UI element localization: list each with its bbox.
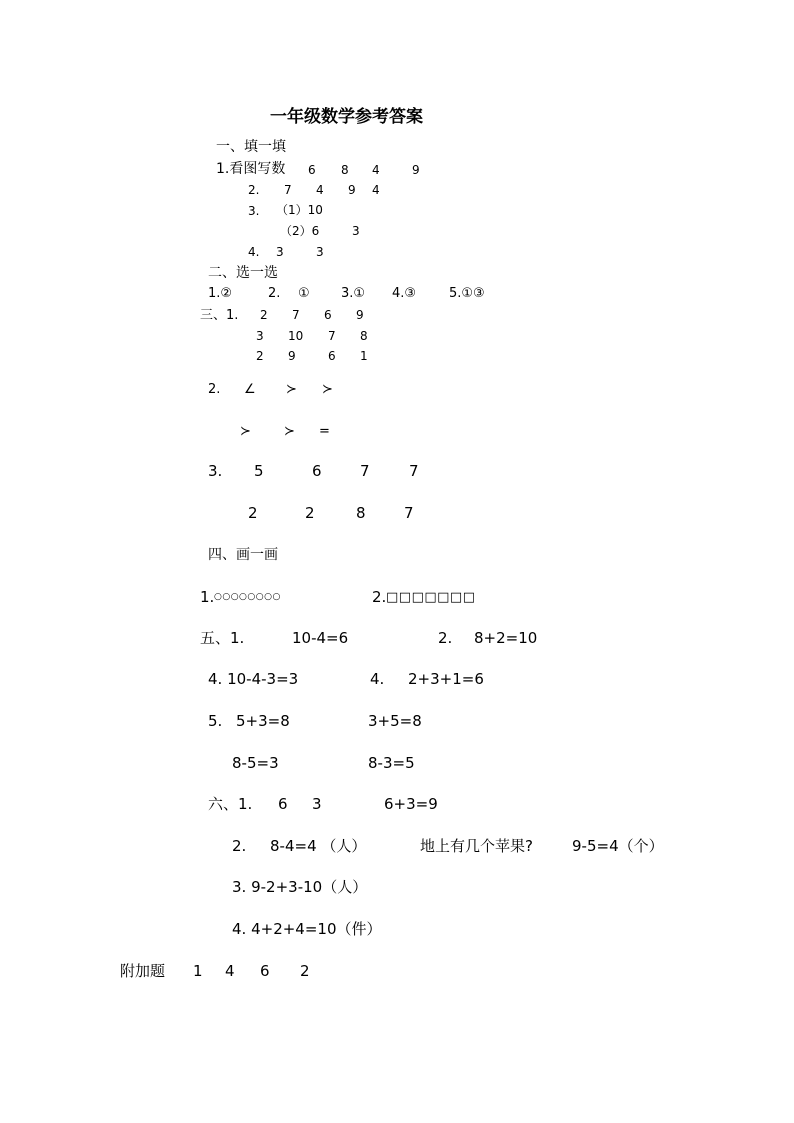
s5-q5-equation: 5+3=8 [236,712,290,730]
s3-q3-value: 7 [404,504,414,522]
s3-q3-label: 3. [208,462,223,480]
s6-q1-value: 3 [312,795,322,813]
s3-row2-value: 3 [256,329,264,343]
s2-item: 1.② [208,286,233,301]
s3-row1-value: 6 [324,308,332,322]
s2-item: 3.① [341,286,366,301]
s3-q2-symbol: ≻ [286,382,297,397]
s3-q2-symbol: ≻ [240,424,251,439]
s6-q2-question: 地上有几个苹果? [420,837,533,855]
s3-row3-value: 1 [360,349,368,363]
s3-q3-value: 7 [360,462,370,480]
s5-q4b-label: 4. [370,670,385,688]
s6-q4-equation: 4. 4+2+4=10（件） [232,920,382,938]
s5-q5-equation: 3+5=8 [368,712,422,730]
s5-q4b-equation: 2+3+1=6 [408,670,484,688]
extra-value: 6 [260,962,270,980]
s3-row1-value: 9 [356,308,364,322]
s1-q1-value: 4 [372,163,380,177]
s3-q3-value: 5 [254,462,264,480]
s4-q1-label: 1. [200,588,215,606]
s3-row1-value: 2 [260,308,268,322]
s3-q2-symbol: ≻ [284,424,295,439]
s6-q3-equation: 3. 9-2+3-10（人） [232,878,368,896]
s2-item: 5.①③ [449,286,485,301]
s3-q2-symbol: ∠ [244,382,256,397]
s2-item: ① [298,286,310,301]
s3-row2-value: 8 [360,329,368,343]
extra-value: 4 [225,962,235,980]
s1-q2-value: 7 [284,183,292,197]
s1-q1-value: 9 [412,163,420,177]
s3-q2-symbol: ≻ [322,382,333,397]
s5-q2-label: 2. [438,629,453,647]
s5-q1-equation: 10-4=6 [292,629,349,647]
s3-row3-value: 9 [288,349,296,363]
s3-q3-value: 7 [409,462,419,480]
s6-q1-equation: 6+3=9 [384,795,438,813]
s4-q1-circles: ○○○○○○○○ [214,592,281,602]
s6-q1-value: 6 [278,795,288,813]
s4-q2-squares: □□□□□□□ [386,590,476,605]
s5-q5-equation: 8-5=3 [232,754,279,772]
section-2-heading: 二、选一选 [208,265,278,281]
s1-q1-label: 1.看图写数 [216,161,286,177]
s5-q5-label: 5. [208,712,223,730]
s1-q4-label: 4. [248,245,260,259]
s1-q4-value: 3 [316,245,324,259]
section-6-heading: 六、1. [208,795,253,813]
s1-q1-value: 6 [308,163,316,177]
s1-q3-b2: 3 [352,224,360,238]
s3-q3-value: 2 [305,504,315,522]
s1-q2-value: 4 [372,183,380,197]
s3-q2-label: 2. [208,382,221,397]
s3-row1-value: 7 [292,308,300,322]
s1-q4-value: 3 [276,245,284,259]
s1-q3-b: （2）6 [280,224,320,238]
s3-q3-value: 6 [312,462,322,480]
s1-q3-a: （1）10 [276,203,323,217]
section-1-heading: 一、填一填 [216,139,286,155]
s3-q3-value: 2 [248,504,258,522]
s3-row3-value: 6 [328,349,336,363]
s3-row2-value: 10 [288,329,304,343]
s1-q2-value: 4 [316,183,324,197]
s3-q3-value: 8 [356,504,366,522]
extra-value: 2 [300,962,310,980]
section-3-heading: 三、1. [200,308,239,323]
s3-row2-value: 7 [328,329,336,343]
s5-q4a-equation: 4. 10-4-3=3 [208,670,299,688]
s2-item: 2. [268,286,281,301]
page-title: 一年级数学参考答案 [270,107,423,127]
section-5-heading: 五、1. [200,629,245,647]
s5-q5-equation: 8-3=5 [368,754,415,772]
s3-row3-value: 2 [256,349,264,363]
s5-q2-equation: 8+2=10 [474,629,538,647]
s1-q2-label: 2. [248,183,260,197]
s3-q2-symbol: = [319,424,330,439]
s6-q2-equation: 8-4=4 （人） [270,837,367,855]
s2-item: 4.③ [392,286,417,301]
extra-heading: 附加题 [120,962,166,980]
extra-value: 1 [193,962,203,980]
s1-q3-label: 3. [248,204,260,218]
s1-q1-value: 8 [341,163,349,177]
s1-q2-value: 9 [348,183,356,197]
s4-q2-label: 2. [372,588,387,606]
section-4-heading: 四、画一画 [208,547,278,563]
s6-q2-answer: 9-5=4（个） [572,837,664,855]
s6-q2-label: 2. [232,837,247,855]
